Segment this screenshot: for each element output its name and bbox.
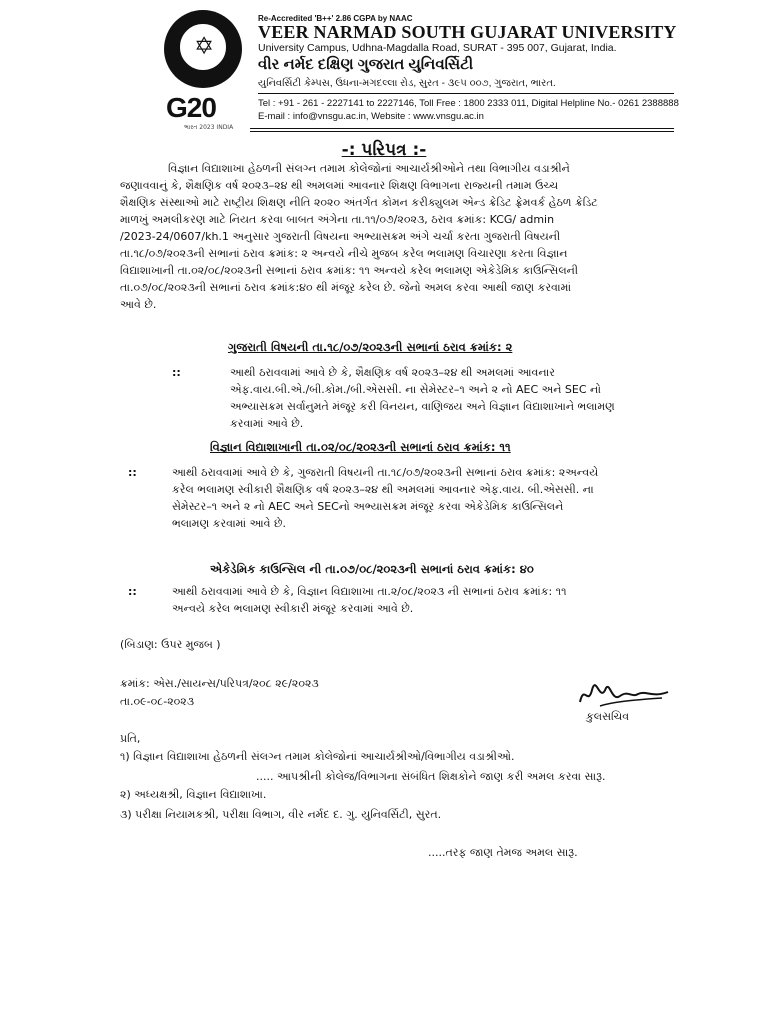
intro-line: આવે છે.: [120, 298, 157, 311]
section-1-body: [230, 364, 615, 432]
signatory-title: કુલસચિવ: [586, 710, 630, 723]
intro-line: તા.૧૮/૦૭/૨૦૨૩ની સભાનાં ઠરાવ ક્રમાંક: ૨ અન્વયે નીચે મુજબ કરેલ ભલામણ વિચારણા કરતા વિજ્ઞાન: [120, 247, 568, 260]
intro-paragraph: [120, 160, 675, 313]
section-line: આથી ઠરાવવામાં આવે છે કે, શૈક્ષણિક વર્ષ ૨૦૨૩–૨૪ થી અમલમાં આવનાર: [230, 366, 555, 379]
telephone-line: Tel : +91 - 261 - 2227141 to 2227146, Toll Free : 1800 2333 011, Digital Helpline No.- 0261 2388888: [258, 98, 679, 109]
section-line: અભ્યાસક્રમ સર્વાનુમતે મંજૂર કરી વિનયન, વાણિજય અને વિજ્ઞાન વિદ્યાશાખાને ભલામણ: [230, 400, 615, 413]
section-line: એફ.વાય.બી.એ./બી.કોમ./બી.એસસી. ના સેમેસ્ટર–૧ અને ૨ નો AEC અને SEC નો: [230, 383, 601, 396]
intro-line: વિજ્ઞાન વિદ્યાશાખા હેઠળની સંલગ્ન તમામ કોલેજોનાં આચાર્યશ્રીઓને તથા વિભાગીય વડાશ્રીને: [168, 162, 570, 175]
section-heading-science-faculty: વિજ્ઞાન વિદ્યાશાખાની તા.૦૨/૦૮/૨૦૨૩ની સભાનાં ઠરાવ ક્રમાંક: ૧૧: [210, 440, 511, 454]
recipient-item: ૩) પરીક્ષા નિયામકશ્રી, પરીક્ષા વિભાગ, વીર નર્મદ દ. ગુ. યુનિવર્સિટી, સુરત.: [120, 808, 442, 821]
intro-line: જણાવવાનું કે, શૈક્ષણિક વર્ષ ૨૦૨૩–૨૪ થી અમલમાં આવનાર શિક્ષણ વિભાગના રાજ્યની તમામ ઉચ્ચ: [120, 179, 559, 192]
section-line: આથી ઠરાવવામાં આવે છે કે, ગુજરાતી વિષયની તા.૧૮/૦૭/૨૦૨૩ની સભાનાં ઠરાવ ક્રમાંક: ૨અન્વયે: [172, 466, 599, 479]
section-marker: ::: [128, 585, 137, 598]
section-line: અન્વયે કરેલ ભલામણ સ્વીકારી મંજૂર કરવામાં આવે છે.: [172, 602, 414, 615]
intro-line: માળખું અમલીકરણ માટે નિયત કરવા બાબત અંગેના તા.૧૧/૦૭/૨૦૨૩, ઠરાવ ક્રમાંક: KCG/ admin: [120, 213, 555, 226]
footer-note: .....તરફ જાણ તેમજ અમલ સારૂ.: [428, 846, 578, 859]
address-gujarati: યુનિવર્સિટી કેમ્પસ, ઉધના-મગદલ્લા રોડ, સુરત - ૩૯૫ ૦૦૭, ગુજરાત, ભારત.: [258, 78, 556, 89]
issue-date: તા.૦૯-૦૮-૨૦૨૩: [120, 695, 195, 708]
intro-line: /2023-24/0607/kh.1 અનુસાર ગુજરાતી વિષયના અભ્યાસક્રમ અંગે ચર્ચા કરતા ગુજરાતી વિષયની: [120, 230, 561, 243]
section-marker: ::: [128, 466, 137, 479]
accreditation-text: Re-Accredited 'B++' 2.86 CGPA by NAAC: [258, 14, 413, 23]
intro-line: તા.૦૭/૦૮/૨૦૨૩ની સભાનાં ઠરાવ ક્રમાંક:૪૦ થી મંજૂર કરેલ છે. જેનો અમલ કરવા આથી જાણ કરવામાં: [120, 281, 572, 294]
section-line: ભલામણ કરવામાં આવે છે.: [172, 517, 286, 530]
university-name-english: VEER NARMAD SOUTH GUJARAT UNIVERSITY: [258, 22, 677, 42]
section-marker: ::: [172, 366, 181, 379]
section-heading-academic-council: એકેડેમિક કાઉન્સિલ ની તા.૦૭/૦૮/૨૦૨૩ની સભાનાં ઠરાવ ક્રમાંક: ૪૦: [210, 562, 534, 576]
header-bottom-rule-2: [250, 131, 674, 132]
emblem-icon: ✡: [164, 10, 242, 88]
header-bottom-rule: [250, 128, 674, 129]
email-website-line: E-mail : info@vnsgu.ac.in, Website : www.vnsgu.ac.in: [258, 111, 484, 122]
section-3-body: [172, 583, 566, 617]
intro-line: શૈક્ષણિક સંસ્થાઓ માટે રાષ્ટ્રીય શિક્ષણ નીતિ ૨૦૨૦ અંતર્ગત કોમન કરીક્યુલમ એન્ડ ક્રેડિટ ફ્રેમવર્ક હેઠળ ક્રેડિટ: [120, 196, 598, 209]
university-logo: [160, 8, 252, 131]
section-line: કરેલ ભલામણ સ્વીકારી શૈક્ષણિક વર્ષ ૨૦૨૩–૨૪ થી અમલમાં આવનાર એફ.વાય. બી.એસસી. ના: [172, 483, 594, 496]
section-2-body: [172, 464, 598, 532]
g20-logo-subtext: ભારત 2023 INDIA: [184, 124, 234, 131]
recipient-item: ૧) વિજ્ઞાન વિદ્યાશાખા હેઠળની સંલગ્ન તમામ કોલેજોનાં આચાર્યશ્રીઓ/વિભાગીય વડાશ્રીઓ.: [120, 750, 515, 763]
to-label: પ્રતિ,: [120, 732, 141, 745]
university-name-gujarati: વીર નર્મદ દક્ષિણ ગુજરાત યુનિવર્સિટી: [258, 56, 474, 73]
g20-logo-text: G20: [166, 92, 216, 123]
section-line: કરવામાં આવે છે.: [230, 417, 304, 430]
reference-number: ક્રમાંક: એસ./સાયન્સ/પરિપત્ર/૨૦૮ ૨૯/૨૦૨૩: [120, 677, 319, 690]
circular-title: -: પરિપત્ર :-: [341, 140, 427, 160]
header-divider: [258, 93, 674, 94]
recipient-item: ..... આપશ્રીની કોલેજ/વિભાગના સંબંધિત શિક્ષકોને જાણ કરી અમલ કરવા સારૂ.: [256, 770, 606, 783]
section-line: સેમેસ્ટર–૧ અને ૨ નો AEC અને SECનો અભ્યાસક્રમ મંજૂર કરવા એકેડેમિક કાઉન્સિલને: [172, 500, 564, 513]
section-heading-gujarati-subject: ગુજરાતી વિષયની તા.૧૮/૦૭/૨૦૨૩ની સભાનાં ઠરાવ ક્રમાંક: ૨: [228, 340, 513, 354]
section-line: આથી ઠરાવવામાં આવે છે કે, વિજ્ઞાન વિદ્યાશાખા તા.૨/૦૮/૨૦૨૩ ની સભાનાં ઠરાવ ક્રમાંક: ૧૧: [172, 585, 567, 598]
enclosure-note: (બિડાણ: ઉપર મુજબ ): [120, 638, 221, 651]
recipient-item: ૨) અધ્યક્ષશ્રી, વિજ્ઞાન વિદ્યાશાખા.: [120, 788, 267, 801]
address-english: University Campus, Udhna-Magdalla Road, SURAT - 395 007, Gujarat, India.: [258, 42, 617, 54]
intro-line: વિદ્યાશાખાની તા.૦૨/૦૮/૨૦૨૩ની સભાનાં ઠરાવ ક્રમાંક: ૧૧ અન્વયે કરેલ ભલામણ એકેડેમિક કાઉન્સિલની: [120, 264, 578, 277]
